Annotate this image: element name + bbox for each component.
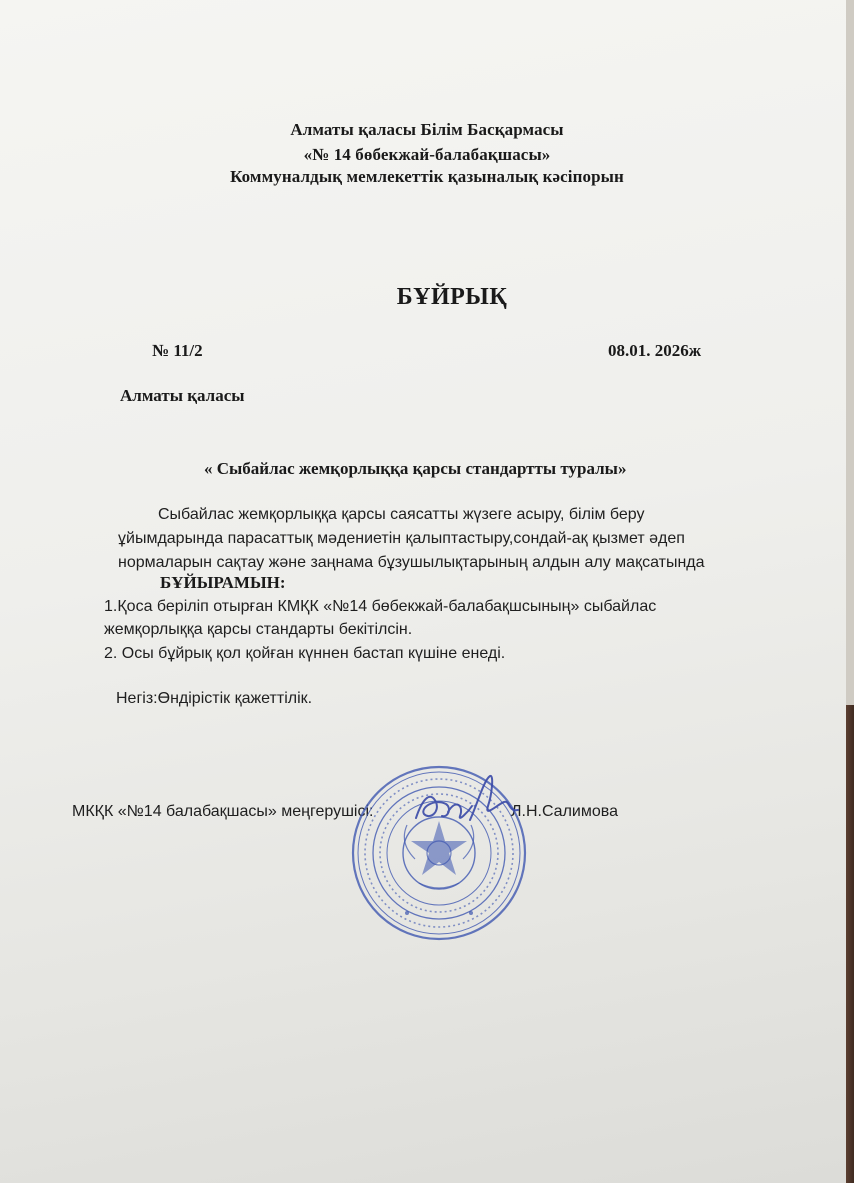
preamble-line-3: нормаларын сақтау және заңнама бұзушылықтарының алдын алу мақсатында	[118, 554, 705, 571]
order-date: 08.01. 2026ж	[608, 341, 702, 360]
organization-line-2: «№ 14 бөбекжай-балабақшасы»	[303, 145, 551, 164]
item-1-line-2: жемқорлыққа қарсы стандарты бекітілсін.	[104, 621, 413, 638]
organization-line-1: Алматы қаласы Білім Басқармасы	[290, 120, 564, 139]
item-1-line-1: 1.Қоса беріліп отырған КМҚК «№14 бөбекжай-балабақшсының» сыбайлас	[104, 598, 657, 615]
document-title: БҰЙРЫҚ	[396, 284, 508, 310]
handwritten-signature	[408, 772, 528, 832]
signatory-position: МКҚК «№14 балабақшасы» меңгерушісі:	[72, 803, 374, 820]
signatory-name: Л.Н.Салимова	[511, 803, 618, 820]
organization-line-3: Коммуналдық мемлекеттік қазыналық кәсіпорын	[230, 167, 624, 186]
item-2: 2. Осы бұйрық қол қойған күннен бастап күшіне енеді.	[104, 645, 506, 662]
preamble-line-1: Сыбайлас жемқорлыққа қарсы саясатты жүзеге асыру, білім беру	[158, 506, 645, 523]
command-word: БҰЙЫРАМЫН:	[160, 573, 286, 592]
order-city: Алматы қаласы	[120, 386, 245, 405]
order-subject: « Сыбайлас жемқорлыққа қарсы стандартты туралы»	[204, 459, 627, 478]
basis-line: Негіз:Өндірістік қажеттілік.	[116, 690, 313, 707]
preamble-line-2: ұйымдарында парасаттық мәдениетін қалыптастыру,сондай-ақ қызмет әдеп	[118, 530, 685, 547]
order-number: № 11/2	[152, 341, 203, 360]
